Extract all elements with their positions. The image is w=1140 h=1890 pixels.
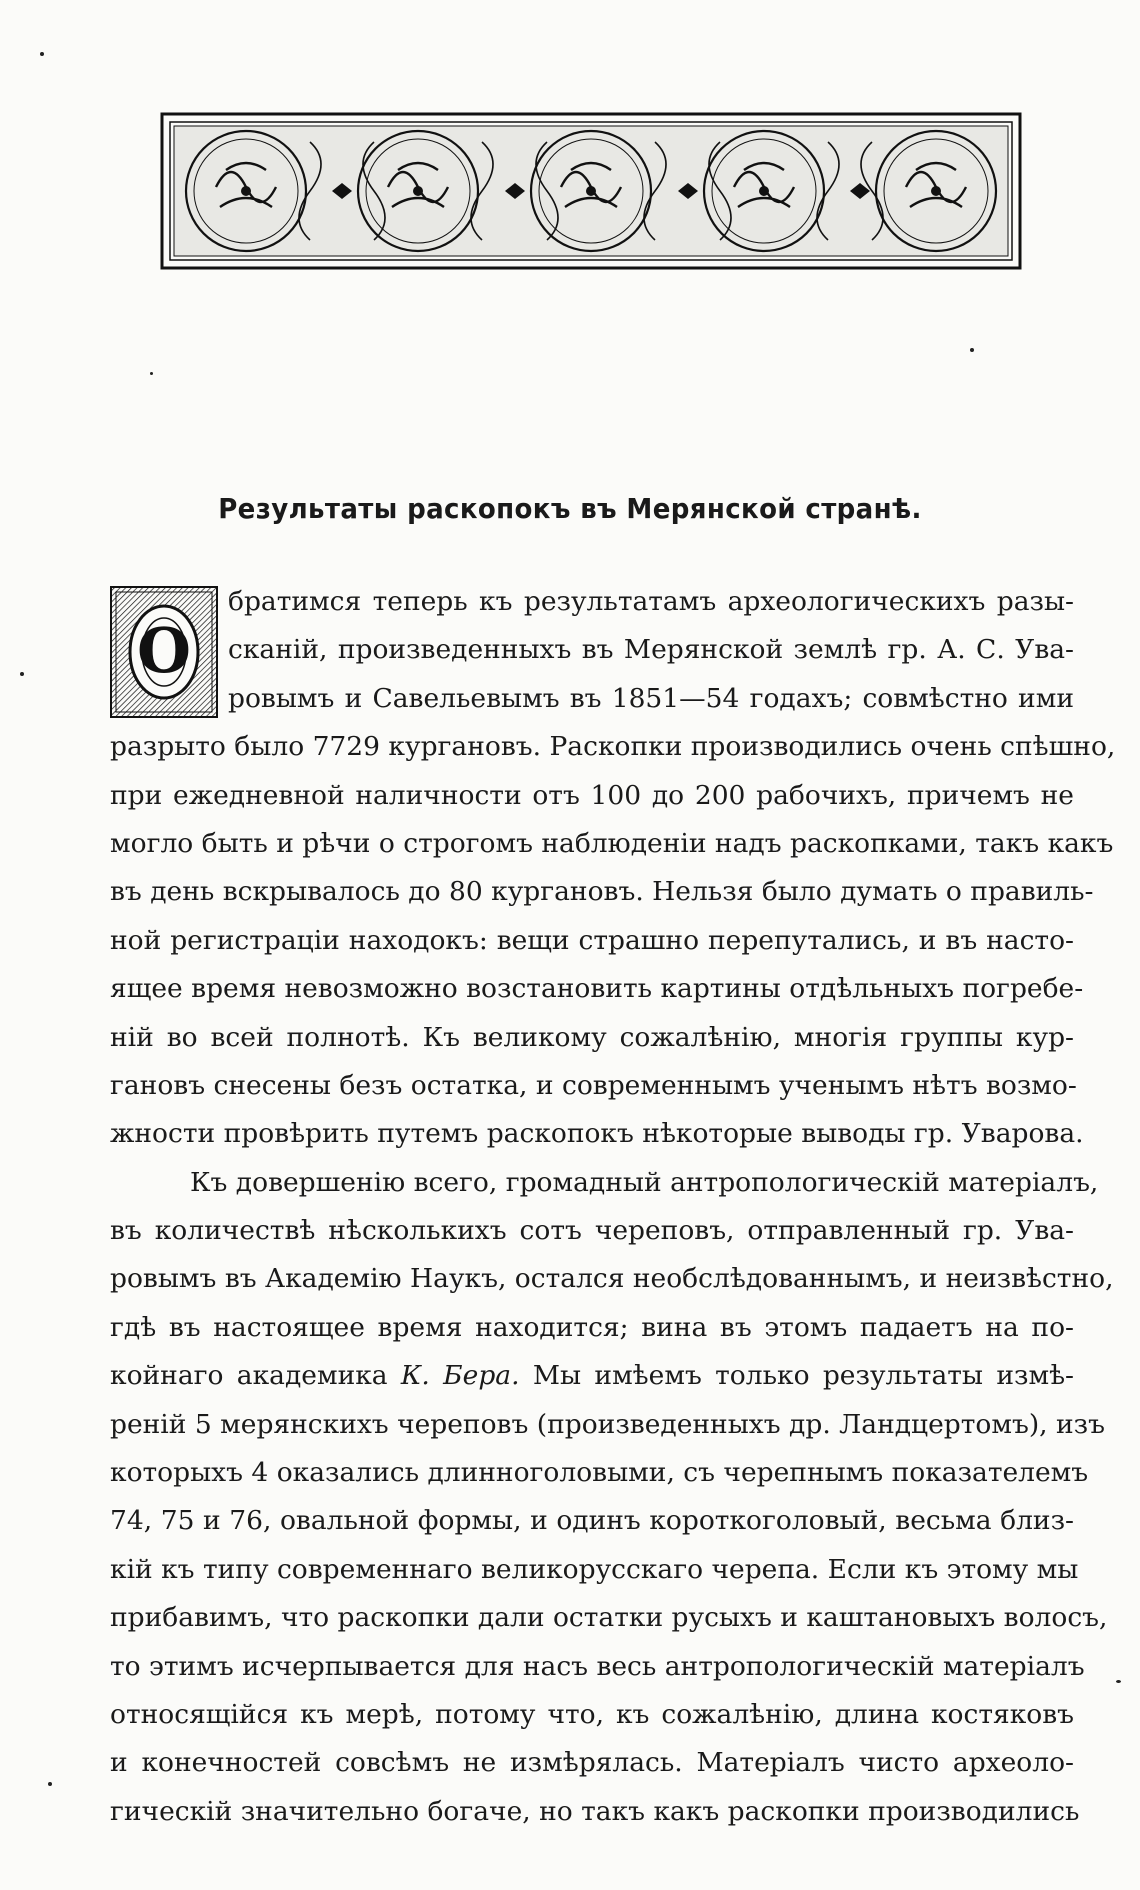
text-line: ровымъ и Савельевымъ въ 1851—54 годахъ; совмѣстно ими [228,682,1074,714]
scan-speck [1116,1680,1121,1683]
header-ornament [160,112,1022,270]
text-line-with-italic [110,1352,1074,1400]
text-line: ящее время невозможно возстановить картины отдѣльныхъ погребе- [110,973,1084,1005]
scan-speck [40,52,44,56]
text-line: то этимъ исчерпывается для насъ весь антропологическій матеріалъ [110,1650,1085,1682]
text-line: въ количествѣ нѣсколькихъ сотъ череповъ, отправленный гр. Ува- [110,1215,1074,1247]
text-line: ровымъ въ Академію Наукъ, остался необслѣдованнымъ, и неизвѣстно, [110,1263,1114,1295]
text-line: жности провѣрить путемъ раскопокъ нѣкоторые выводы гр. Уварова. [110,1118,1084,1150]
drop-cap-initial [110,586,218,718]
text-line: 74, 75 и 76, овальной формы, и одинъ короткоголовый, весьма близ- [110,1505,1074,1537]
text-line: ной регистраціи находокъ: вещи страшно перепутались, и въ насто- [110,924,1074,956]
text-line: въ день вскрывалось до 80 кургановъ. Нельзя было думать о правиль- [110,876,1094,908]
text-line: гдѣ въ настоящее время находится; вина въ этомъ падаетъ на по- [110,1311,1074,1343]
text-segment: койнаго академика [110,1360,401,1392]
text-line: сканій, произведенныхъ въ Мерянской землѣ гр. А. С. Ува- [228,634,1074,666]
text-segment: Мы имѣемъ только результаты измѣ- [519,1360,1074,1392]
text-line: которыхъ 4 оказались длинноголовыми, съ черепнымъ показателемъ [110,1457,1089,1489]
text-line: прибавимъ, что раскопки дали остатки русыхъ и каштановыхъ волосъ, [110,1602,1108,1634]
text-line: и конечностей совсѣмъ не измѣрялась. Матеріалъ чисто археоло- [110,1747,1074,1779]
text-line: кій къ типу современнаго великорусскаго черепа. Если къ этому мы [110,1553,1079,1585]
text-line: ній во всей полнотѣ. Къ великому сожалѣнію, многія группы кур- [110,1021,1074,1053]
text-line: относящійся къ мерѣ, потому что, къ сожалѣнію, длина костяковъ [110,1698,1074,1730]
scan-speck [150,372,153,375]
text-line: разрыто было 7729 кургановъ. Раскопки производились очень спѣшно, [110,731,1116,763]
text-line: Къ довершенію всего, громадный антропологическій матеріалъ, [190,1166,1099,1198]
scan-speck [970,348,974,352]
scan-speck [20,672,24,676]
text-line: гическій значительно богаче, но такъ какъ раскопки производились [110,1795,1080,1827]
svg-text:О: О [136,614,192,687]
italic-name: К. Бера. [400,1360,520,1392]
text-line: гановъ снесены безъ остатка, и современнымъ ученымъ нѣтъ возмо- [110,1069,1077,1101]
text-line: братимся теперь къ результатамъ археологическихъ разы- [228,586,1074,617]
scan-speck [48,1782,52,1786]
text-line: реній 5 мерянскихъ череповъ (произведенныхъ др. Ландцертомъ), изъ [110,1408,1105,1440]
text-line: могло быть и рѣчи о строгомъ наблюденіи надъ раскопками, такъ какъ [110,827,1114,859]
text-line: при ежедневной наличности отъ 100 до 200 рабочихъ, причемъ не [110,779,1074,811]
body-text [110,578,1116,1836]
chapter-title: Результаты раскопокъ въ Мерянской странѣ. [218,492,922,525]
